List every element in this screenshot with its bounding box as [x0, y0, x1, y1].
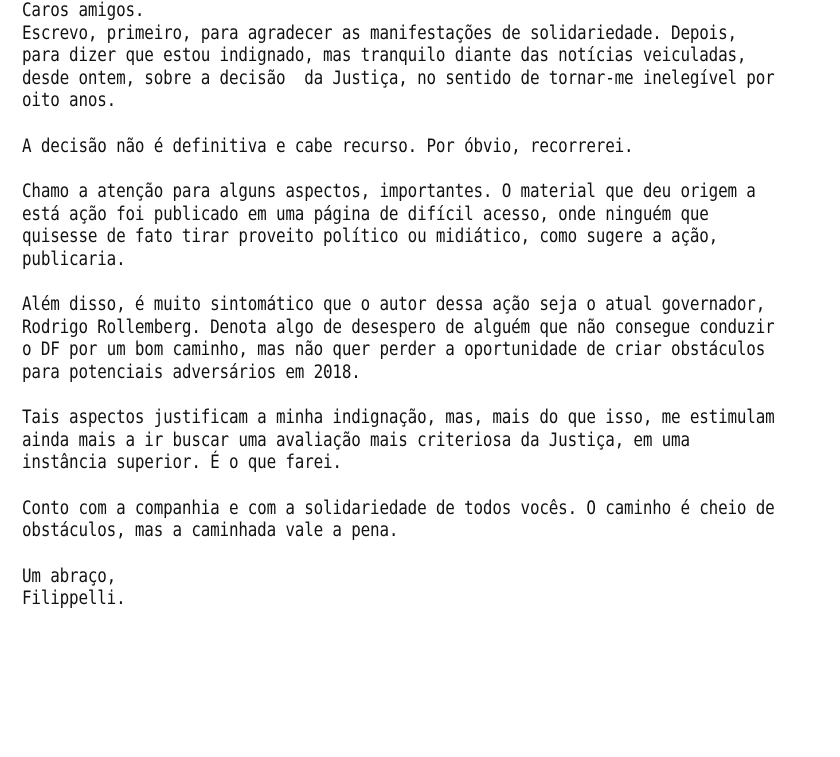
paragraph-gap: [22, 113, 710, 136]
closing-line: Um abraço,: [22, 565, 117, 587]
paragraph-6-line-2: obstáculos, mas a caminhada vale a pena.: [22, 520, 399, 541]
paragraph-1-line-4: oito anos.: [22, 90, 117, 111]
paragraph-6-line-1: Conto com a companhia e com a solidariedade de todos vocês. O caminho é cheio de: [22, 497, 775, 519]
paragraph-4-line-2: Rodrigo Rollemberg. Denota algo de desespero de alguém que não consegue conduzir: [22, 316, 775, 338]
paragraph-4-line-4: para potenciais adversários em 2018.: [22, 361, 361, 383]
paragraph-5-line-2: ainda mais a ir buscar uma avaliação mais criteriosa da Justiça, em uma: [22, 429, 690, 451]
paragraph-1-line-1: Escrevo, primeiro, para agradecer as manifestações de solidariedade. Depois,: [22, 22, 737, 44]
paragraph-gap: [22, 384, 710, 407]
paragraph-3-line-2: está ação foi publicado em uma página de difícil acesso, onde ninguém que: [22, 203, 709, 225]
paragraph-gap: [22, 475, 710, 498]
paragraph-3-line-4: publicaria.: [22, 248, 126, 270]
paragraph-5-line-3: instância superior. É o que farei.: [22, 452, 342, 473]
paragraph-3-line-1: Chamo a atenção para alguns aspectos, importantes. O material que deu origem a: [22, 181, 756, 202]
paragraph-gap: [22, 543, 710, 566]
letter-body: [22, 0, 775, 611]
paragraph-5-line-1: Tais aspectos justificam a minha indignação, mas, mais do que isso, me estimulam: [22, 407, 775, 428]
paragraph-4-line-3: o DF por um bom caminho, mas não quer perder a oportunidade de criar obstáculos: [22, 339, 766, 360]
paragraph-1-line-2: para dizer que estou indignado, mas tranquilo diante das notícias veiculadas,: [22, 45, 747, 66]
paragraph-3-line-3: quisesse de fato tirar proveito político ou midiático, como sugere a ação,: [22, 226, 719, 247]
greeting-line: Caros amigos.: [22, 0, 145, 21]
paragraph-gap: [22, 271, 710, 294]
paragraph-1-line-3: desde ontem, sobre a decisão da Justiça, no sentido de tornar-me inelegível por: [22, 67, 775, 89]
paragraph-4-line-1: Além disso, é muito sintomático que o autor dessa ação seja o atual governador,: [22, 294, 766, 315]
paragraph-2-line-1: A decisão não é definitiva e cabe recurso. Por óbvio, recorrerei.: [22, 135, 634, 157]
paragraph-gap: [22, 158, 710, 181]
signature-line: Filippelli.: [22, 588, 126, 609]
